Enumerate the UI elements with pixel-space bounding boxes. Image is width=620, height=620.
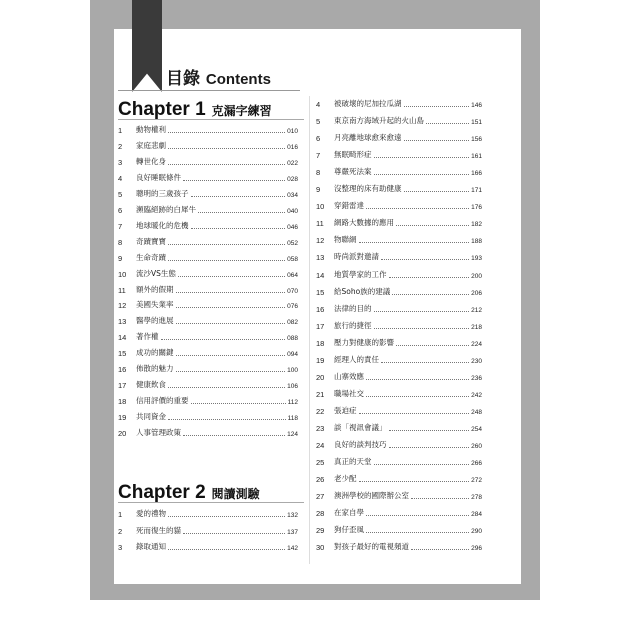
dot-leader xyxy=(404,191,470,192)
entry-title: 醫學的進展 xyxy=(136,316,174,326)
entry-page: 161 xyxy=(471,153,482,161)
entry-number: 9 xyxy=(316,185,321,195)
entry-number: 6 xyxy=(316,134,321,144)
toc-entry[interactable] xyxy=(316,436,482,450)
dot-leader xyxy=(359,481,470,482)
toc-entry[interactable] xyxy=(118,376,298,390)
entry-number: 11 xyxy=(118,285,126,295)
toc-entry[interactable] xyxy=(316,351,482,365)
toc-entry[interactable] xyxy=(118,408,298,422)
dot-leader xyxy=(389,447,470,448)
entry-number: 6 xyxy=(118,205,123,215)
chapter-1-name: 克漏字練習 xyxy=(211,104,272,118)
entry-number: 12 xyxy=(118,301,127,311)
entry-page: 176 xyxy=(471,204,482,212)
entry-page: 118 xyxy=(287,415,298,423)
entry-page: 254 xyxy=(471,425,482,433)
toc-entry[interactable] xyxy=(316,487,482,501)
toc-entry[interactable] xyxy=(316,504,482,518)
dot-leader xyxy=(366,515,469,516)
entry-page: 242 xyxy=(471,391,482,399)
entry-title: 良好睡眠條件 xyxy=(136,172,181,182)
dot-leader xyxy=(168,132,285,133)
entry-page: 082 xyxy=(287,319,298,327)
chapter-2-name: 閱讀測驗 xyxy=(211,487,260,501)
toc-entry[interactable] xyxy=(118,312,298,326)
entry-page: 206 xyxy=(471,289,482,297)
toc-entry[interactable] xyxy=(118,265,298,279)
entry-title: 職場社交 xyxy=(334,388,364,398)
entry-page: 156 xyxy=(471,136,482,144)
entry-number: 18 xyxy=(316,338,325,348)
dot-leader xyxy=(389,277,470,278)
entry-page: 290 xyxy=(471,528,482,536)
entry-title: 穿錯雷達 xyxy=(334,201,364,211)
dot-leader xyxy=(374,157,470,158)
toc-entry[interactable] xyxy=(316,521,482,535)
dot-leader xyxy=(191,196,286,197)
entry-number: 5 xyxy=(316,117,321,127)
dot-leader xyxy=(168,419,286,420)
toc-entry[interactable] xyxy=(118,424,298,438)
toc-entry[interactable] xyxy=(316,197,482,211)
dot-leader xyxy=(392,294,469,295)
entry-title: 聰明的三歲孩子 xyxy=(136,188,189,198)
entry-number: 4 xyxy=(316,100,321,109)
dot-leader xyxy=(168,164,285,165)
entry-page: 046 xyxy=(287,223,298,231)
dot-leader xyxy=(183,435,285,436)
chapter-2-label: Chapter 2 xyxy=(118,482,206,503)
toc-entry[interactable] xyxy=(316,334,482,348)
entry-page: 230 xyxy=(471,357,482,365)
dot-leader xyxy=(176,371,286,372)
entry-number: 2 xyxy=(118,141,123,151)
toc-entry[interactable] xyxy=(118,233,298,247)
entry-page: 112 xyxy=(287,399,298,407)
entry-number: 17 xyxy=(118,381,127,391)
entry-title: 真正的天堂 xyxy=(334,457,372,467)
chapter-1-divider xyxy=(118,119,304,120)
dot-leader xyxy=(191,403,286,404)
dot-leader xyxy=(366,208,469,209)
entry-page: 278 xyxy=(471,494,482,502)
entry-number: 19 xyxy=(118,413,127,423)
entry-title: 法律的目的 xyxy=(334,303,372,313)
toc-entry[interactable] xyxy=(316,112,482,126)
dot-leader xyxy=(191,228,286,229)
dot-leader xyxy=(198,212,285,213)
toc-entry[interactable] xyxy=(118,169,298,183)
toc-entry[interactable] xyxy=(316,317,482,331)
entry-page: 142 xyxy=(287,545,298,552)
title-divider xyxy=(118,90,300,91)
toc-entry[interactable] xyxy=(316,146,482,160)
entry-number: 8 xyxy=(118,237,123,247)
toc-entry[interactable] xyxy=(118,505,298,519)
toc-entry[interactable] xyxy=(316,385,482,399)
entry-title: 在家自學 xyxy=(334,508,364,518)
toc-entry[interactable] xyxy=(316,402,482,416)
dot-leader xyxy=(404,140,470,141)
dot-leader xyxy=(168,148,285,149)
entry-title: 佈散的魅力 xyxy=(136,364,174,374)
entry-page: 016 xyxy=(287,143,298,151)
entry-number: 30 xyxy=(316,543,325,553)
toc-entry[interactable] xyxy=(316,180,482,194)
entry-number: 23 xyxy=(316,423,325,433)
entry-page: 022 xyxy=(287,159,298,167)
chapter-2-heading xyxy=(118,482,260,504)
entry-page: 212 xyxy=(471,306,482,314)
entry-title: 老少配 xyxy=(334,474,357,484)
dot-leader xyxy=(178,276,285,277)
entry-number: 5 xyxy=(118,189,123,199)
entry-title: 尊嚴死法案 xyxy=(334,167,372,177)
entry-page: 266 xyxy=(471,460,482,468)
entry-number: 16 xyxy=(316,304,325,314)
entry-page: 052 xyxy=(287,239,298,247)
dot-leader xyxy=(183,180,285,181)
toc-title-en: Contents xyxy=(205,71,271,88)
entry-title: 家庭悲劇 xyxy=(136,140,166,150)
toc-entry[interactable] xyxy=(316,266,482,280)
entry-number: 14 xyxy=(316,270,325,280)
entry-title: 動物權利 xyxy=(136,125,166,134)
entry-title: 地質學家的工作 xyxy=(334,269,387,279)
entry-number: 19 xyxy=(316,355,325,365)
entry-title: 奇蹟寶寶 xyxy=(136,236,166,246)
entry-page: 028 xyxy=(287,175,298,183)
toc-entry[interactable] xyxy=(316,231,482,245)
entry-title: 東京南方海域升起的火山島 xyxy=(334,116,424,126)
entry-title: 無眠畸形症 xyxy=(334,150,372,160)
dot-leader xyxy=(381,362,469,363)
entry-title: 物聯網 xyxy=(334,235,357,245)
entry-page: 272 xyxy=(471,477,482,485)
toc-entry[interactable] xyxy=(118,217,298,231)
toc-entry[interactable] xyxy=(316,538,482,552)
entry-number: 4 xyxy=(118,173,123,183)
entry-title: 地球暖化的危機 xyxy=(136,220,189,230)
entry-number: 20 xyxy=(316,372,325,382)
entry-number: 15 xyxy=(316,287,325,297)
dot-leader xyxy=(366,379,469,380)
dot-leader xyxy=(176,323,286,324)
entry-title: 共同資金 xyxy=(136,412,166,422)
toc-entry[interactable] xyxy=(118,201,298,215)
entry-number: 13 xyxy=(316,253,325,263)
toc-entry[interactable] xyxy=(118,538,298,552)
entry-title: 狗仔歪風 xyxy=(334,525,364,535)
entry-page: 224 xyxy=(471,340,482,348)
entry-title: 月亮離地球愈來愈遠 xyxy=(334,133,402,143)
entry-number: 1 xyxy=(118,126,123,135)
toc-entry[interactable] xyxy=(118,185,298,199)
entry-title: 轉世化身 xyxy=(136,156,166,166)
entry-page: 076 xyxy=(287,303,298,311)
toc-entry[interactable] xyxy=(118,281,298,295)
entry-number: 20 xyxy=(118,429,127,439)
entry-title: 良好的談判技巧 xyxy=(334,440,387,449)
dot-leader xyxy=(176,355,286,356)
dot-leader xyxy=(411,549,469,550)
toc-entry[interactable] xyxy=(316,470,482,484)
dot-leader xyxy=(176,307,286,308)
entry-number: 29 xyxy=(316,526,325,536)
toc-entry[interactable] xyxy=(316,163,482,177)
toc-entry[interactable] xyxy=(118,137,298,151)
entry-page: 106 xyxy=(287,383,298,391)
entry-title: 談「視訊會議」 xyxy=(334,422,387,432)
toc-entry[interactable] xyxy=(316,95,482,109)
entry-title: 瀕臨絕跡的白犀牛 xyxy=(136,204,196,214)
dot-leader xyxy=(359,242,470,243)
column-divider xyxy=(309,96,310,564)
entry-title: 對孩子最好的電視頻道 xyxy=(334,542,409,552)
dot-leader xyxy=(374,311,470,312)
entry-number: 10 xyxy=(118,269,127,279)
entry-number: 18 xyxy=(118,397,127,407)
entry-number: 14 xyxy=(118,333,127,343)
entry-page: 100 xyxy=(287,367,298,375)
entry-page: 182 xyxy=(471,221,482,229)
dot-leader xyxy=(176,292,286,293)
dot-leader xyxy=(374,464,470,465)
dot-leader xyxy=(161,339,286,340)
entry-title: 時尚派對邀請 xyxy=(334,252,379,262)
toc-entry[interactable] xyxy=(118,328,298,342)
toc-entry[interactable] xyxy=(118,153,298,167)
entry-page: 284 xyxy=(471,511,482,519)
entry-title: 額外的假期 xyxy=(136,284,174,294)
entry-page: 137 xyxy=(287,528,298,536)
entry-title: 健康飲食 xyxy=(136,380,166,390)
entry-page: 064 xyxy=(287,271,298,279)
entry-number: 3 xyxy=(118,157,123,167)
entry-title: 錄取通知 xyxy=(136,542,166,551)
entry-title: 愛的禮物 xyxy=(136,509,166,518)
dot-leader xyxy=(374,174,470,175)
entry-number: 10 xyxy=(316,202,325,212)
entry-number: 22 xyxy=(316,406,325,416)
toc-entry[interactable] xyxy=(316,129,482,143)
entry-page: 248 xyxy=(471,408,482,416)
entry-page: 193 xyxy=(471,255,482,263)
entry-title: 旅行的捷徑 xyxy=(334,320,372,330)
toc-entry[interactable] xyxy=(118,392,298,406)
entry-number: 12 xyxy=(316,236,325,246)
toc-entry[interactable] xyxy=(118,249,298,263)
toc-entry[interactable] xyxy=(316,453,482,467)
entry-number: 11 xyxy=(316,219,324,229)
toc-entry[interactable] xyxy=(316,368,482,382)
entry-title: 給Soho族的建議 xyxy=(334,286,391,296)
entry-title: 生命奇蹟 xyxy=(136,252,166,262)
entry-title: 網路大數據的應用 xyxy=(334,218,394,228)
toc-title xyxy=(166,64,271,89)
toc-title-cn: 目錄 xyxy=(166,69,200,89)
entry-number: 24 xyxy=(316,441,325,450)
chapter-2-divider xyxy=(118,502,304,503)
entry-title: 著作權 xyxy=(136,332,159,342)
entry-page: 166 xyxy=(471,170,482,178)
entry-page: 058 xyxy=(287,255,298,263)
entry-page: 034 xyxy=(287,191,298,199)
entry-title: 流沙VS生態 xyxy=(136,268,176,278)
toc-entry[interactable] xyxy=(118,522,298,536)
entry-number: 1 xyxy=(118,510,123,519)
entry-number: 2 xyxy=(118,526,123,536)
entry-number: 21 xyxy=(316,389,325,399)
entry-page: 040 xyxy=(287,207,298,215)
entry-number: 25 xyxy=(316,458,325,468)
dot-leader xyxy=(389,430,470,431)
dot-leader xyxy=(359,413,470,414)
dot-leader xyxy=(396,225,469,226)
toc-entry[interactable] xyxy=(316,300,482,314)
entry-page: 132 xyxy=(287,512,298,519)
entry-title: 沒整理的床有助健康 xyxy=(334,184,402,194)
entry-title: 成功的關鍵 xyxy=(136,348,174,358)
toc-entry[interactable] xyxy=(118,121,298,135)
entry-title: 山寨效應 xyxy=(334,371,364,381)
dot-leader xyxy=(374,328,470,329)
entry-page: 094 xyxy=(287,351,298,359)
entry-number: 17 xyxy=(316,321,325,331)
entry-number: 8 xyxy=(316,168,321,178)
dot-leader xyxy=(168,387,285,388)
entry-page: 010 xyxy=(287,128,298,135)
dot-leader xyxy=(168,516,285,517)
entry-number: 26 xyxy=(316,475,325,485)
toc-entry[interactable] xyxy=(118,296,298,310)
entry-page: 088 xyxy=(287,335,298,343)
entry-number: 7 xyxy=(316,151,321,161)
dot-leader xyxy=(426,123,469,124)
entry-title: 澳洲學校的國際辦公室 xyxy=(334,491,409,501)
entry-number: 27 xyxy=(316,492,325,502)
entry-title: 壓力對健康的影響 xyxy=(334,337,394,347)
dot-leader xyxy=(381,259,469,260)
entry-title: 被破壞的尼加拉瓜湖 xyxy=(334,99,402,108)
entry-page: 171 xyxy=(471,187,482,195)
dot-leader xyxy=(366,532,469,533)
entry-title: 美國失業率 xyxy=(136,300,174,310)
chapter-1-heading xyxy=(118,99,272,121)
dot-leader xyxy=(183,533,285,534)
entry-page: 124 xyxy=(287,431,298,439)
entry-title: 人事管理政策 xyxy=(136,428,181,438)
entry-page: 070 xyxy=(287,287,298,295)
entry-page: 200 xyxy=(471,272,482,280)
entry-number: 16 xyxy=(118,365,127,375)
entry-number: 15 xyxy=(118,349,127,359)
entry-page: 188 xyxy=(471,238,482,246)
entry-page: 260 xyxy=(471,443,482,450)
entry-page: 296 xyxy=(471,545,482,553)
dot-leader xyxy=(168,260,285,261)
toc-entry[interactable] xyxy=(316,283,482,297)
entry-number: 7 xyxy=(118,221,123,231)
dot-leader xyxy=(396,345,469,346)
entry-title: 死而復生的貓 xyxy=(136,525,181,535)
toc-entry[interactable] xyxy=(316,214,482,228)
entry-page: 218 xyxy=(471,323,482,331)
entry-page: 146 xyxy=(471,102,482,109)
dot-leader xyxy=(404,106,470,107)
entry-title: 經理人的責任 xyxy=(334,354,379,364)
chapter-1-label: Chapter 1 xyxy=(118,99,206,120)
toc-entry[interactable] xyxy=(118,360,298,374)
entry-number: 9 xyxy=(118,253,123,263)
entry-page: 151 xyxy=(471,119,482,127)
dot-leader xyxy=(168,549,285,550)
toc-entry[interactable] xyxy=(118,344,298,358)
dot-leader xyxy=(168,244,285,245)
dot-leader xyxy=(411,498,469,499)
entry-number: 3 xyxy=(118,543,123,552)
entry-number: 13 xyxy=(118,317,127,327)
entry-page: 236 xyxy=(471,374,482,382)
entry-title: 張迫症 xyxy=(334,405,357,415)
entry-title: 信用評價的重要 xyxy=(136,396,189,406)
entry-number: 28 xyxy=(316,509,325,519)
toc-entry[interactable] xyxy=(316,419,482,433)
dot-leader xyxy=(366,396,469,397)
toc-entry[interactable] xyxy=(316,248,482,262)
